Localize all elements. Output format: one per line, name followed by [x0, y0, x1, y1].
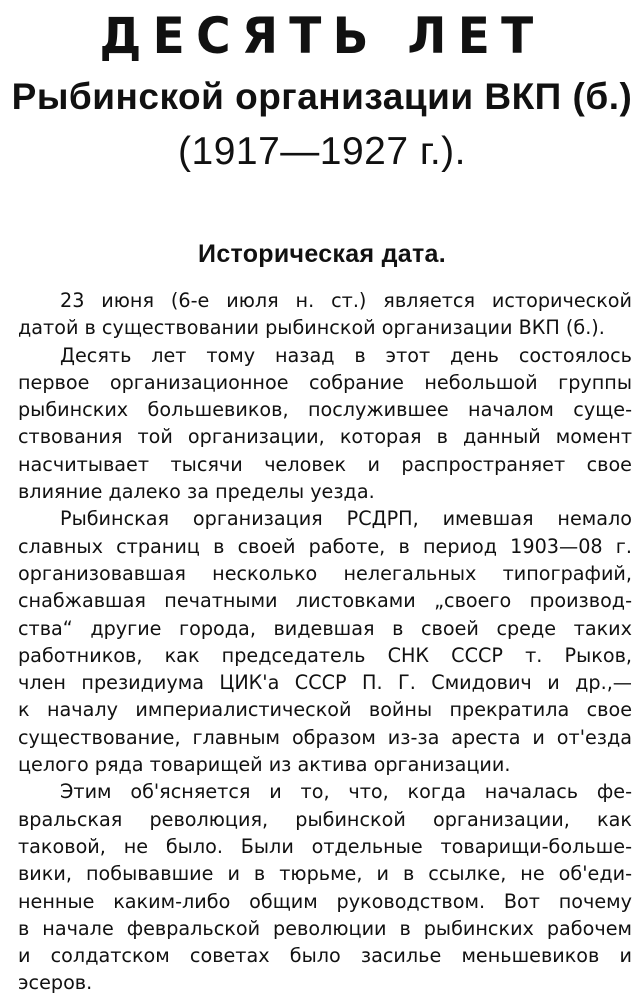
text-line: 23 июня (6-е июля н. ст.) является исторической — [60, 289, 632, 312]
text-line: и солдатском советах было засилье меньшевиков и — [18, 944, 632, 968]
paragraph — [18, 342, 632, 506]
section-heading: Историческая дата. — [198, 240, 446, 268]
document-years: (1917—1927 г.). — [178, 130, 466, 173]
text-line: ствования той организации, которая в данный момент — [18, 425, 632, 449]
paragraph — [18, 287, 632, 342]
text-line: работников, как председатель СНК СССР т. Рыков, — [18, 643, 632, 667]
text-line: существование, главным образом из-за ареста и от'езда — [18, 725, 632, 749]
document-subtitle: Рыбинской организации ВКП (б.) — [11, 76, 633, 117]
text-line: организовавшая несколько нелегальных типографий, — [18, 561, 632, 585]
text-line: эсеров. — [18, 971, 93, 995]
text-line: ненные каким-либо общим руководством. Вот почему — [18, 889, 632, 913]
text-line: Этим об'ясняется и то, что, когда началась фе- — [60, 780, 632, 804]
text-line: целого ряда товарищей из актива организации. — [18, 753, 511, 777]
text-line: влияние далеко за пределы уезда. — [18, 480, 375, 504]
text-line: к началу империалистической войны прекратила свое — [18, 698, 632, 722]
text-line: насчитывает тысячи человек и распространяет свое — [18, 452, 632, 476]
text-line: вики, побывавшие и в тюрьме, и в ссылке, не об'еди- — [18, 862, 632, 886]
body-text — [18, 287, 632, 997]
text-line: вральская революция, рыбинской организации, как — [18, 807, 632, 831]
text-line: Десять лет тому назад в этот день состоялось — [60, 343, 632, 367]
paragraph — [18, 778, 632, 996]
text-line: ства“ другие города, видевшая в своей среде таких — [18, 616, 632, 640]
document-title: ДЕСЯТЬ ЛЕТ — [99, 7, 545, 65]
text-line: член президиума ЦИК'а СССР П. Г. Смидович и др.,— — [18, 671, 632, 695]
text-line: в начале февральской революции в рыбинских рабочем — [18, 916, 632, 940]
text-line: первое организационное собрание небольшой группы — [18, 370, 632, 394]
text-line: таковой, не было. Были отдельные товарищи-больше- — [18, 834, 632, 858]
text-line: Рыбинская организация РСДРП, имевшая немало — [60, 507, 632, 531]
paragraph — [18, 505, 632, 778]
text-line: снабжавшая печатными листовками „своего производ- — [18, 589, 632, 613]
text-line: датой в существовании рыбинской организации ВКП (б.). — [18, 316, 605, 340]
text-line: славных страниц в своей работе, в период 1903—08 г. — [18, 534, 632, 558]
text-line: рыбинских большевиков, послужившее началом суще- — [18, 398, 632, 422]
